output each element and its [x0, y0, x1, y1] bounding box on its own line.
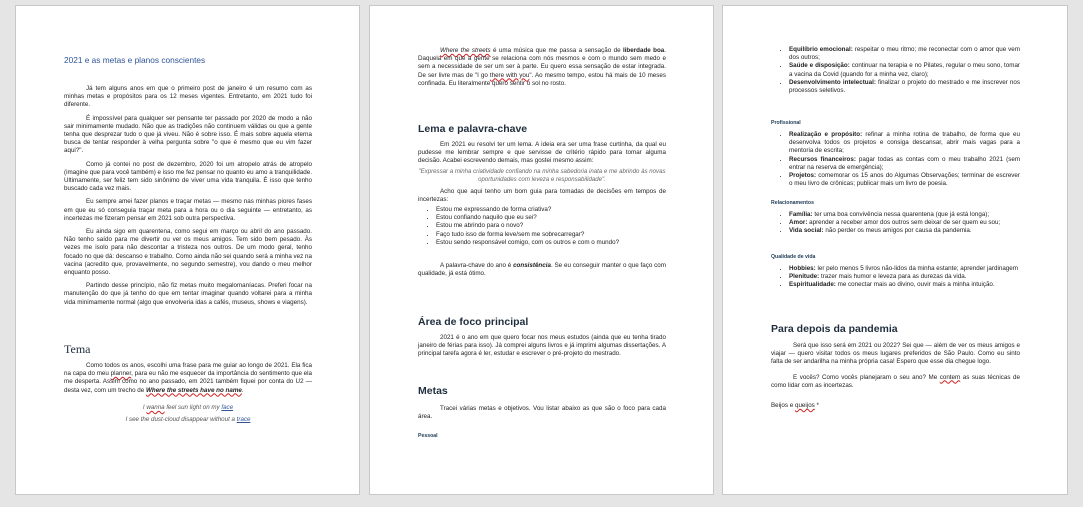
page-2-content [418, 6, 666, 494]
list-item: • Estou me expressando de forma criativa? [436, 206, 666, 214]
spellcheck-word[interactable]: wanna [146, 403, 165, 411]
intro-continued [418, 47, 666, 88]
paragraph: Será que isso será em 2021 ou 2022? Sei que — além de ver os meus amigos e viajar — quero visitar todos os meus lugares preferidos de São Paulo. Como eu sinto falta de ser andarilha na minha própria casa! Espero que esse dia chegue logo. [771, 342, 1020, 366]
list-item: • Faço tudo isso de forma leve/sem me sobrecarregar? [436, 231, 666, 239]
pessoal-list-section [771, 46, 1020, 95]
signoff [771, 402, 1020, 410]
questions-list [418, 206, 666, 247]
lema-heading: Lema e palavra-chave [418, 123, 528, 135]
lema-quote: "Expressar a minha criatividade confiando na minha sabedoria inata e me abrindo às novas oportunidades com leveza e responsabilidade". [418, 167, 666, 183]
paragraph [418, 47, 666, 88]
relacionamentos-list [771, 211, 1020, 236]
spellcheck-word[interactable]: queijos [794, 402, 815, 410]
keyword-paragraph [418, 262, 666, 278]
intro-section [64, 85, 312, 307]
area-section [418, 316, 666, 359]
list-item [789, 156, 1020, 172]
item-term: Hobbies: [789, 265, 816, 272]
item-term: Recursos financeiros: [789, 155, 856, 163]
item-text: me conectar mais ao divino, ouvir mais a minha intuição. [835, 281, 995, 289]
paragraph: É impossível para qualquer ser pensante ter passado por 2020 de modo a não sair minimamente mudado. Não que as tradições não continuem válidas ou que a gente tenha que desprezar tudo o que já viveu. Não é sobre isso. É mais sobre aquela eterna busca de tentar responder à velha pergunta sobre "o que é mesmo que eu vim fazer aqui?". [64, 114, 312, 155]
list-item [789, 227, 1020, 235]
page-1-content [64, 6, 312, 494]
document-title: 2021 e as metas e planos conscientes [64, 55, 206, 65]
item-term: Projetos: [789, 172, 817, 180]
paragraph: Eu ainda sigo em quarentena, como segui em março ou abril do ano passado. Não tenho saído para me divertir ou ver os meus amigos. Tem sido bem pesado. Às vezes me isolo para não descontar a tristeza nos outros. De um modo geral, tenho focado no que dá: descanso e trabalho. Como ainda não sei quando será a minha vez na vacina (acredito que, provavelmente, no segundo semestre), vou dando o meu melhor enquanto posso. [64, 228, 312, 277]
paragraph-text: ". Ao mesmo tempo, estou há mais de 10 meses confinada. Eu literalmente quero sentir o sol no rosto. [418, 71, 667, 87]
item-text: trazer mais humor e leveza para as durezas da vida. [819, 273, 967, 281]
qualidade-label: Qualidade de vida [771, 254, 816, 260]
list-item [789, 62, 1020, 78]
list-item [789, 281, 1020, 289]
list-item [789, 172, 1020, 188]
item-text: ler pelo menos 5 livros não-lidos da minha estante; aprender jardinagem [815, 265, 1018, 272]
pessoal-list [771, 46, 1020, 95]
list-item: • Estou confiando naquilo que eu sei? [436, 214, 666, 222]
tema-text: . [241, 386, 244, 394]
document-page-1 [15, 5, 360, 495]
item-term: Plenitude: [789, 273, 820, 281]
item-text: comemorar os 15 anos do Algumas Observações; terminar de escrever o meu livro de crônicas; publicar mais um livro de poesia. [789, 172, 1020, 188]
relacionamentos-label: Relacionamentos [771, 200, 814, 206]
metas-section [418, 385, 666, 439]
paragraph: 2021 é o ano em que quero focar nos meus estudos (ainda que eu tenha tirado janeiro de férias para isso). Já comprei alguns livros e já imprimi algumas dissertações. A principal tarefa agora é ler, estudar e escrever o pré-projeto do mestrado. [418, 334, 666, 358]
song-title[interactable]: Where the streets have no name [145, 386, 242, 394]
paragraph-text: as suas técnicas de como lidar com as incertezas. [771, 373, 1020, 389]
tema-heading: Tema [64, 342, 91, 356]
list-item [789, 79, 1020, 95]
lyric-line [64, 415, 312, 424]
item-text: ter uma boa convivência nessa quarentena (que já está longa); [812, 211, 990, 218]
document-page-3 [722, 5, 1068, 495]
lyric-text: I see the dust-cloud disappear without a [125, 415, 237, 423]
qualidade-list [771, 265, 1020, 290]
item-term: Vida social: [789, 227, 824, 235]
list-item [789, 219, 1020, 227]
item-text: refinar a minha rotina de trabalho, de forma que eu desenvolva todos os projetos e consiga descansar, abrir mais vagas para a mentoria de escrita; [789, 131, 1021, 155]
pandemia-heading: Para depois da pandemia [771, 323, 898, 335]
item-text: finalizar o projeto do mestrado e me inscrever nos processos seletivos. [789, 78, 1020, 95]
document-page-2 [369, 5, 714, 495]
paragraph-bold: liberdade boa [622, 47, 665, 54]
song-title[interactable]: Where the streets [440, 47, 491, 54]
keyword: consistência [513, 262, 551, 270]
signoff-text: Beijos e [771, 402, 795, 410]
lyric-link[interactable]: trace [236, 415, 251, 423]
paragraph-text: . Se eu conseguir manter o que faço com qualidade, já está ótimo. [418, 262, 666, 278]
paragraph: Já tem alguns anos em que o primeiro post de janeiro é um resumo com as minhas metas e propósitos para os 12 meses vigentes. Entretanto, em 2021 tudo foi diferente. [64, 85, 312, 109]
spellcheck-word[interactable]: contem [939, 373, 961, 381]
item-text: respeitar o meu ritmo; me reconectar com o amor que vem dos outros; [789, 46, 1020, 62]
spellcheck-word[interactable]: planner [110, 370, 132, 378]
item-term: Espiritualidade: [789, 281, 836, 289]
paragraph: Eu sempre amei fazer planos e traçar metas — mesmo nas minhas piores fases em que eu só conseguia traçar meta para a hora ou o dia seguinte — entretanto, as incertezas me fizeram pensar em 2021 sob outra perspectiva. [64, 198, 312, 222]
paragraph: Acho que aqui tenho um bom guia para tomadas de decisões em tempos de incertezas: [418, 187, 666, 203]
closing-paragraph [771, 374, 1020, 390]
profissional-section [771, 120, 1020, 188]
paragraph: Em 2021 eu resolvi ter um lema. A ideia era ser uma frase curtinha, da qual eu pudesse me lembrar sempre e que servisse de critério rápido para tomar alguma decisão. Acabei escrevendo demais, mas gostei mesmo assim: [418, 141, 666, 165]
item-text: continuar na terapia e no Pilates, regular o meu sono, tomar a vacina da Covid (quando for a minha vez, claro); [789, 62, 1021, 78]
list-item [789, 273, 1020, 281]
item-text: aprender a receber amor dos outros sem deixar de ser quem eu sou; [807, 219, 1001, 227]
item-term: Família: [789, 211, 813, 218]
paragraph-text: . Daquela em que a gente se relaciona com nós mesmos e com o mundo sem medo e sem a necessidade de ser um ser à parte. Eu quero essa sensação de estar integrada. De ser livre mas de "I go [418, 47, 666, 79]
item-term: Realização e propósito: [789, 131, 863, 138]
lyric-line [64, 403, 312, 412]
profissional-label: Profissional [771, 120, 801, 126]
item-term: Amor: [789, 219, 808, 227]
signoff-text: * [814, 402, 819, 410]
relacionamentos-section [771, 200, 1020, 236]
tema-paragraph [64, 362, 312, 395]
item-term: Desenvolvimento intelectual: [789, 78, 876, 86]
paragraph-text: E vocês? Como vocês planejaram o seu ano? Me [793, 373, 940, 381]
profissional-list [771, 131, 1020, 188]
item-term: Equilíbrio emocional: [789, 46, 853, 53]
list-item: • Estou me abrindo para o novo? [436, 222, 666, 230]
list-item: • Estou sendo responsável comigo, com os outros e com o mundo? [436, 239, 666, 247]
list-item [789, 265, 1020, 273]
tema-text: , para eu não me esquecer da importância do sentimento que ela me desperta. Assim como no ano passado, em 2021 também fiquei por conta do U2 — desta vez, com um trecho de [64, 370, 313, 394]
metas-heading: Metas [418, 385, 448, 397]
paragraph: Como já contei no post de dezembro, 2020 foi um atropelo atrás de atropelo (imagine que para você também) e isso me fez pensar no quanto eu amo a tranquilidade. Ultimamente, ser feliz tem sido sinônimo de viver uma vida tranquila. É isso que tenho buscado cada vez mais. [64, 160, 312, 193]
lyric-text: I [142, 403, 147, 411]
tema-text: Como todos os anos, escolhi uma frase para me guiar ao longo de 2021. Ela fica na capa do meu [64, 362, 312, 378]
paragraph: Partindo desse princípio, não fiz metas muito megalomaníacas. Preferi focar na manutenção do que já tenho do que em tentar imaginar quando voltarei para a minha vida minimamente normal (algo que envolveria idas a cafés, museus, shows e viagens). [64, 282, 312, 306]
list-item [789, 211, 1020, 219]
list-item [789, 46, 1020, 62]
paragraph: Tracei várias metas e objetivos. Vou listar abaixo as que são o foco para cada área. [418, 405, 666, 421]
item-term: Saúde e disposição: [789, 62, 850, 70]
item-text: não perder os meus amigos por causa da pandemia. [823, 227, 972, 235]
lema-section [418, 123, 666, 278]
lyric-text: feel sun light on my [164, 403, 222, 411]
pessoal-label: Pessoal [418, 433, 438, 440]
tema-section [64, 342, 312, 424]
paragraph-text: A palavra-chave do ano é [440, 262, 514, 270]
spellcheck-word[interactable]: there with you [489, 71, 530, 79]
item-text: pagar todas as contas com o meu trabalho 2021 (sem entrar na reserva de emergência); [789, 155, 1020, 171]
paragraph-text: é uma música que me passa a sensação de [490, 47, 623, 54]
pandemia-section [771, 323, 1020, 410]
qualidade-section [771, 254, 1020, 290]
lyric-link[interactable]: face [221, 403, 234, 411]
list-item [789, 131, 1020, 156]
area-heading: Área de foco principal [418, 316, 529, 328]
page-3-content [771, 6, 1020, 494]
